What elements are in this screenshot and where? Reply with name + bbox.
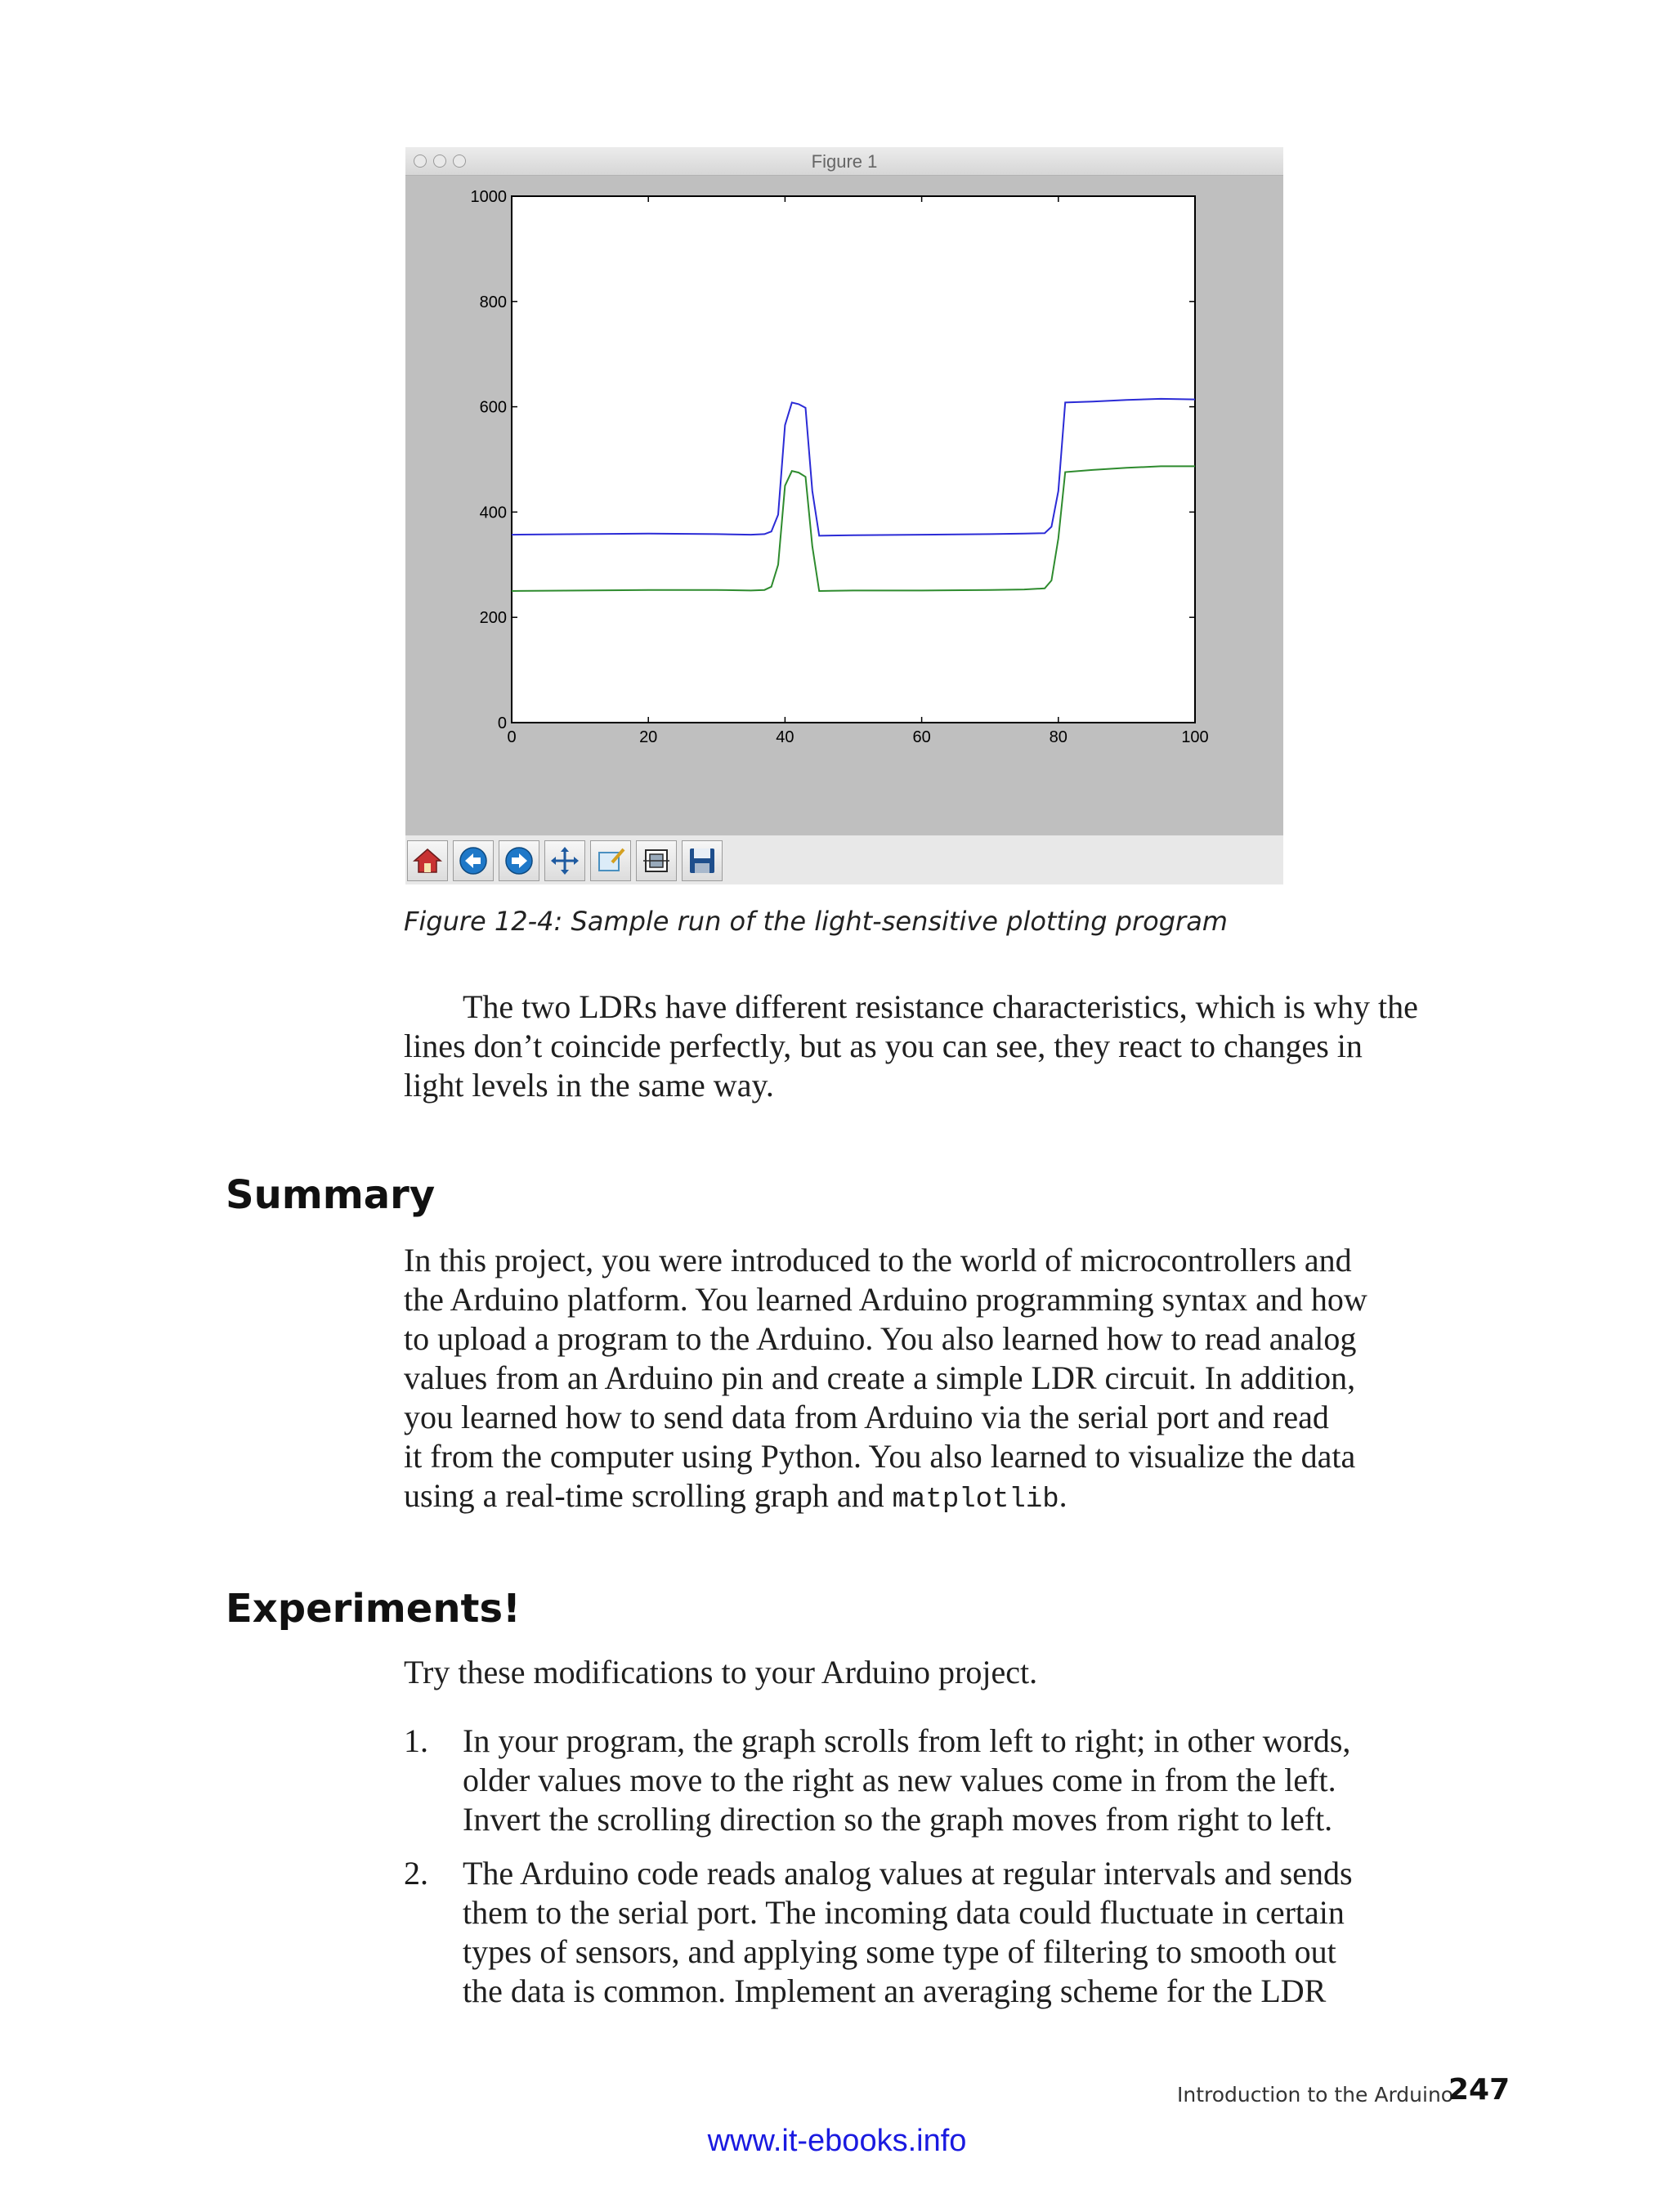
figure-toolbar [405, 835, 1283, 884]
line-chart [405, 175, 1283, 835]
text-line: the data is common. Implement an averaging scheme for the LDR [463, 1972, 1327, 2009]
text-line: lines don’t coincide perfectly, but as you can see, they react to changes in [404, 1028, 1363, 1064]
x-tick-label: 0 [507, 728, 517, 746]
back-button[interactable] [453, 840, 494, 881]
text-line: Try these modifications to your Arduino project. [404, 1654, 1038, 1690]
text-segment: . [1059, 1477, 1068, 1514]
text-line: you learned how to send data from Arduino via the serial port and read [404, 1399, 1329, 1435]
list-body [463, 1854, 1353, 2011]
running-footer-title: Introduction to the Arduino [1177, 2083, 1454, 2107]
text-line: In your program, the graph scrolls from left to right; in other words, [463, 1722, 1351, 1759]
save-button[interactable] [682, 840, 723, 881]
summary-paragraph [404, 1241, 1548, 1520]
list-number: 1. [404, 1722, 428, 1759]
experiments-heading: Experiments! [226, 1586, 521, 1632]
x-tick-label: 80 [1049, 728, 1068, 746]
x-tick-label: 40 [776, 728, 794, 746]
home-icon [411, 844, 444, 877]
text-segment: using a real-time scrolling graph and [404, 1477, 893, 1514]
text-line: older values move to the right as new values come in from the left. [463, 1762, 1336, 1798]
inline-code: matplotlib [892, 1484, 1059, 1516]
y-tick-label: 800 [479, 293, 507, 311]
text-line: it from the computer using Python. You also learned to visualize the data [404, 1438, 1356, 1475]
text-line [404, 1476, 1548, 1520]
text-line: The two LDRs have different resistance characteristics, which is why the [463, 988, 1418, 1025]
x-tick-label: 60 [912, 728, 931, 746]
list-number: 2. [404, 1855, 428, 1892]
text-line: the Arduino platform. You learned Arduino programming syntax and how [404, 1281, 1367, 1318]
forward-arrow-icon [503, 844, 535, 877]
y-tick-label: 200 [479, 609, 507, 628]
text-line: them to the serial port. The incoming data could fluctuate in certain [463, 1894, 1345, 1931]
zoom-rect-icon [594, 844, 627, 877]
pan-button[interactable] [544, 840, 585, 881]
text-line: values from an Arduino pin and create a simple LDR circuit. In addition, [404, 1359, 1356, 1396]
home-button[interactable] [407, 840, 448, 881]
y-tick-label: 600 [479, 398, 507, 417]
y-tick-label: 400 [479, 504, 507, 522]
zoom-rect-button[interactable] [590, 840, 631, 881]
text-line: types of sensors, and applying some type of filtering to smooth out [463, 1933, 1336, 1970]
window-titlebar [405, 147, 1283, 176]
subplots-button[interactable] [636, 840, 677, 881]
plot-area [512, 196, 1195, 723]
x-tick-label: 20 [639, 728, 658, 746]
figure-caption: Figure 12-4: Sample run of the light-sensitive plotting program [404, 906, 1228, 937]
text-line: Invert the scrolling direction so the graph moves from right to left. [463, 1801, 1333, 1838]
summary-heading: Summary [226, 1172, 436, 1218]
x-tick-label: 100 [1181, 728, 1209, 746]
list-body [463, 1722, 1350, 1839]
y-tick-label: 1000 [470, 188, 507, 206]
y-tick-label: 0 [497, 714, 507, 732]
text-line: The Arduino code reads analog values at regular intervals and sends [463, 1855, 1353, 1892]
text-line: light levels in the same way. [404, 1067, 774, 1104]
window-title: Figure 1 [811, 151, 878, 172]
text-line: to upload a program to the Arduino. You also learned how to read analog [404, 1320, 1357, 1357]
subplots-icon [640, 844, 673, 877]
figure-window [405, 147, 1283, 884]
pan-icon [548, 844, 581, 877]
watermark-link[interactable]: www.it-ebooks.info [707, 2124, 967, 2158]
experiments-intro [404, 1653, 1548, 1692]
text-line: In this project, you were introduced to the world of microcontrollers and [404, 1242, 1352, 1278]
page-number: 247 [1448, 2073, 1511, 2107]
intro-paragraph [404, 987, 1548, 1105]
back-arrow-icon [457, 844, 490, 877]
forward-button[interactable] [499, 840, 539, 881]
save-icon [686, 844, 718, 877]
